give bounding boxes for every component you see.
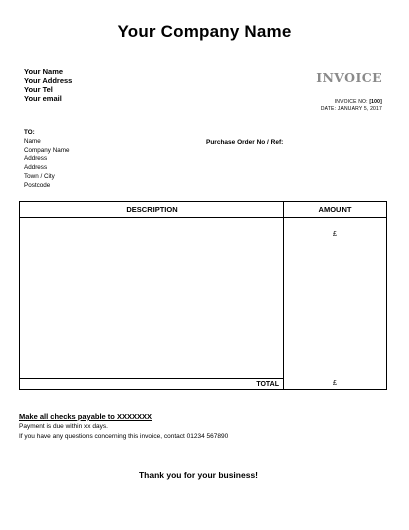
invoice-number-value: [100]: [369, 99, 382, 105]
amount-currency-symbol: £: [333, 231, 337, 238]
invoice-title: INVOICE: [316, 70, 382, 85]
recipient-block: [24, 129, 70, 191]
recipient-line: Address: [24, 164, 48, 172]
invoice-date-label: DATE:: [320, 106, 337, 112]
to-label: TO:: [24, 129, 35, 136]
sender-block: [24, 67, 72, 103]
purchase-order-label: Purchase Order No / Ref:: [206, 139, 284, 146]
total-currency-symbol: £: [333, 380, 337, 387]
invoice-date-value: JANUARY 5, 2017: [337, 106, 382, 112]
checks-payable-note: Make all checks payable to XXXXXXX: [19, 412, 152, 421]
amount-header: AMOUNT: [318, 205, 352, 214]
payment-notes: [19, 412, 228, 442]
table-header: [20, 202, 386, 218]
recipient-line: Town / City: [24, 172, 55, 180]
recipient-line: Company Name: [24, 146, 70, 154]
recipient-line: Postcode: [24, 181, 51, 189]
thank-you-message: Thank you for your business!: [138, 470, 259, 480]
questions-contact-note: If you have any questions concerning this invoice, contact 01234 567890: [19, 433, 229, 440]
description-header: DESCRIPTION: [126, 205, 178, 214]
company-name: Your Company Name: [117, 22, 292, 41]
line-items-table: [19, 201, 387, 390]
total-label: TOTAL: [256, 381, 279, 388]
recipient-line: Name: [24, 137, 41, 145]
invoice-meta: [321, 99, 382, 113]
invoice-number-label: INVOICE NO:: [334, 99, 368, 105]
sender-tel: Your Tel: [24, 85, 53, 94]
sender-email: Your email: [24, 94, 62, 103]
payment-terms-note: Payment is due within xx days.: [19, 423, 108, 430]
invoice-number-row: [321, 99, 382, 106]
invoice-date-row: [321, 106, 382, 113]
sender-name: Your Name: [24, 67, 64, 76]
sender-address: Your Address: [24, 76, 73, 85]
recipient-line: Address: [24, 155, 48, 163]
